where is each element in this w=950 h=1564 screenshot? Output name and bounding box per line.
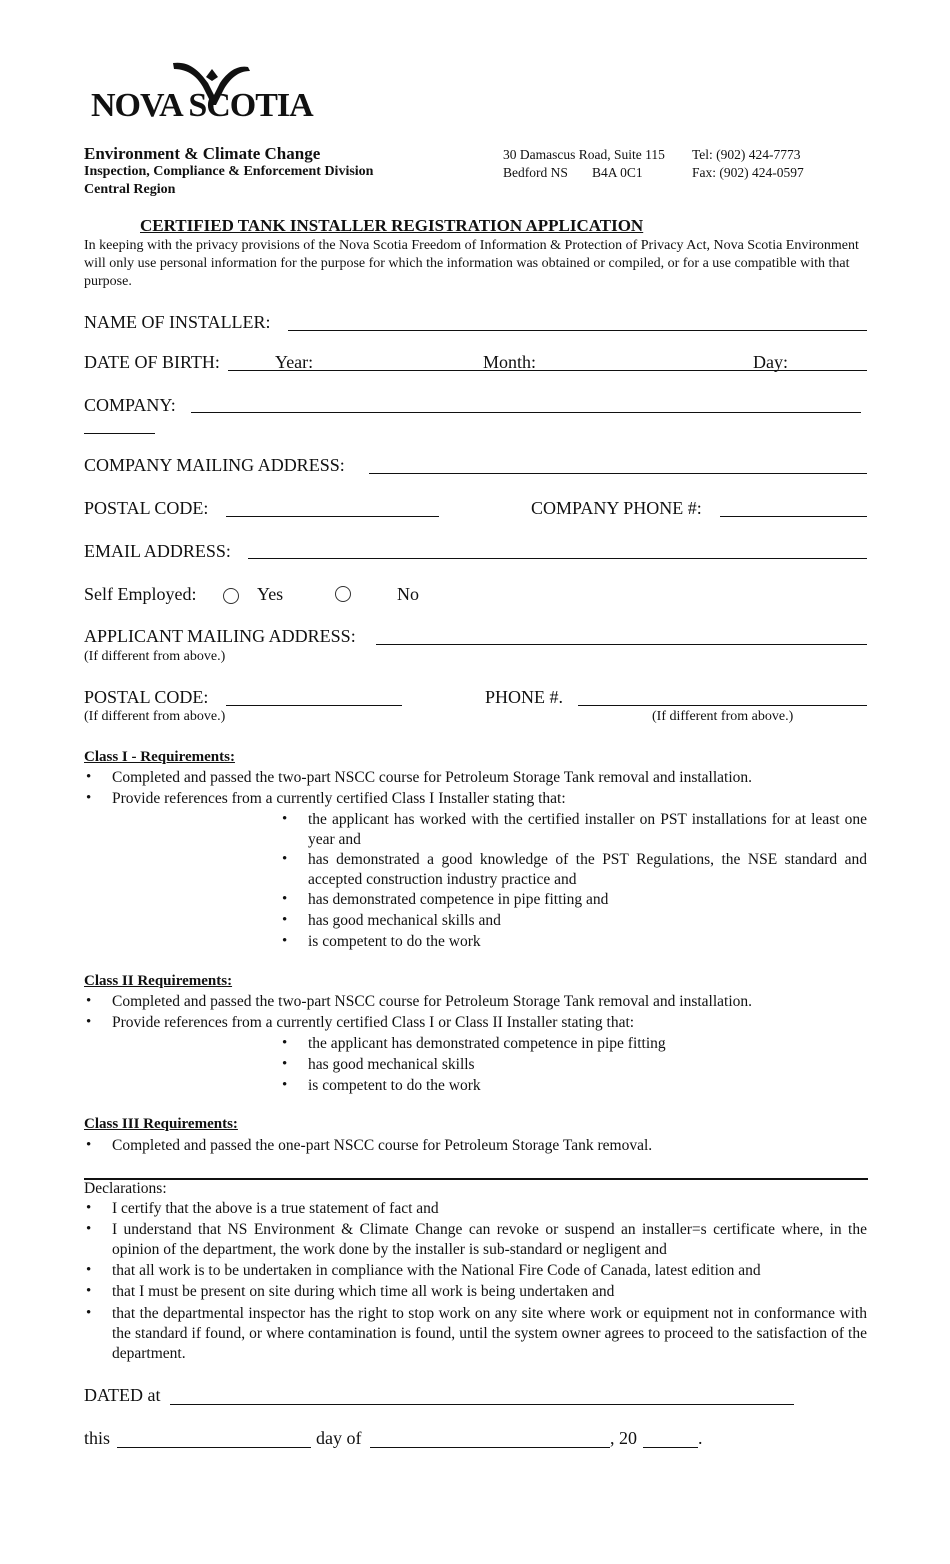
list-item: that I must be present on site during which time all work is being undertaken and bbox=[112, 1283, 615, 1300]
postal2-label: POSTAL CODE: bbox=[84, 687, 209, 707]
list-item: that the departmental inspector has the right to stop work on any site where work or equipment not in conformance with the standard if found, or where contamination is found, until the system owner agrees to proceed to the satisfaction of the department. bbox=[112, 1305, 867, 1362]
list-item: that all work is to be undertaken in compliance with the National Fire Code of Canada, latest edition and bbox=[112, 1262, 761, 1279]
list-item: I understand that NS Environment & Climate Change can revoke or suspend an installer=s certificate where, in the opinion of the department, the work done by the installer is sub-standard or negligent and bbox=[112, 1221, 867, 1258]
list-item: has good mechanical skills and bbox=[308, 912, 501, 929]
phone2-input-line[interactable] bbox=[578, 705, 867, 706]
applicant-mailing-input-line[interactable] bbox=[376, 644, 867, 645]
region-name: Central Region bbox=[84, 182, 176, 197]
no-radio[interactable] bbox=[335, 586, 351, 602]
company-phone-input-line[interactable] bbox=[720, 516, 867, 517]
dated-at-label: DATED at bbox=[84, 1385, 161, 1405]
list-item: Completed and passed the one-part NSCC course for Petroleum Storage Tank removal. bbox=[112, 1137, 653, 1154]
bullet: • bbox=[86, 1305, 92, 1321]
list-item: has good mechanical skills bbox=[308, 1056, 475, 1073]
company-label: COMPANY: bbox=[84, 395, 176, 415]
privacy-notice: In keeping with the privacy provisions of the Nova Scotia Freedom of Information & Protection of Privacy Act, Nova Scotia Environment will only use personal information for the purpose for which the information was obtained or compiled, or for a use compatible with that purpose. bbox=[84, 238, 859, 289]
bullet: • bbox=[282, 933, 288, 949]
bullet: • bbox=[282, 851, 288, 867]
form-title: CERTIFIED TANK INSTALLER REGISTRATION APPLICATION bbox=[140, 216, 644, 235]
address-city: Bedford NS bbox=[503, 165, 568, 180]
divider bbox=[84, 1178, 868, 1180]
postal-label: POSTAL CODE: bbox=[84, 498, 209, 518]
self-employed-label: Self Employed: bbox=[84, 584, 197, 604]
class3-heading: Class III Requirements: bbox=[84, 1116, 238, 1132]
bullet: • bbox=[86, 769, 92, 785]
day-of-label: day of bbox=[316, 1428, 362, 1448]
day-label: Day: bbox=[753, 352, 788, 372]
postal2-input-line[interactable] bbox=[226, 705, 402, 706]
bullet: • bbox=[86, 1137, 92, 1153]
nova-scotia-logo bbox=[88, 55, 338, 129]
postal-input-line[interactable] bbox=[226, 516, 439, 517]
phone2-label: PHONE #. bbox=[485, 687, 564, 707]
list-item: has demonstrated a good knowledge of the PST Regulations, the NSE standard and accepted construction industry practice and bbox=[308, 851, 867, 888]
bullet: • bbox=[86, 1014, 92, 1030]
list-item: the applicant has demonstrated competence in pipe fitting bbox=[308, 1035, 666, 1052]
division-name: Inspection, Compliance & Enforcement Division bbox=[84, 164, 374, 179]
list-item: Provide references from a currently certified Class I or Class II Installer stating that: bbox=[112, 1014, 635, 1031]
dob-label: DATE OF BIRTH: bbox=[84, 352, 220, 372]
year-prefix: , 20 bbox=[610, 1428, 637, 1448]
dated-at-input-line[interactable] bbox=[170, 1404, 794, 1405]
name-label: NAME OF INSTALLER: bbox=[84, 312, 271, 332]
bullet: • bbox=[86, 1200, 92, 1216]
bullet: • bbox=[282, 1056, 288, 1072]
company-mailing-input-line[interactable] bbox=[369, 473, 867, 474]
email-label: EMAIL ADDRESS: bbox=[84, 541, 231, 561]
list-item: Provide references from a currently certified Class I Installer stating that: bbox=[112, 790, 566, 807]
logo-text: NOVA SCOTIA bbox=[91, 87, 313, 124]
address-line1: 30 Damascus Road, Suite 115 bbox=[503, 147, 665, 162]
bullet: • bbox=[86, 1262, 92, 1278]
this-label: this bbox=[84, 1428, 111, 1448]
email-input-line[interactable] bbox=[248, 558, 867, 559]
bullet: • bbox=[282, 811, 288, 827]
day-input-line[interactable] bbox=[117, 1447, 311, 1448]
applicant-mailing-label: APPLICANT MAILING ADDRESS: bbox=[84, 626, 356, 646]
class2-heading: Class II Requirements: bbox=[84, 973, 233, 989]
no-label: No bbox=[397, 584, 419, 604]
bullet: • bbox=[86, 1221, 92, 1237]
month-label: Month: bbox=[483, 352, 537, 372]
list-item: has demonstrated competence in pipe fitting and bbox=[308, 891, 609, 908]
yes-label: Yes bbox=[257, 584, 284, 604]
declarations-heading: Declarations: bbox=[84, 1180, 167, 1197]
company-input-line[interactable] bbox=[191, 412, 861, 413]
dept-name: Environment & Climate Change bbox=[84, 144, 321, 163]
address-postal: B4A 0C1 bbox=[592, 165, 643, 180]
list-item: is competent to do the work bbox=[308, 1077, 481, 1094]
yes-radio[interactable] bbox=[223, 588, 239, 604]
bullet: • bbox=[86, 790, 92, 806]
if-different-note-3: (If different from above.) bbox=[652, 709, 794, 724]
year-label: Year: bbox=[275, 352, 314, 372]
tel: Tel: (902) 424-7773 bbox=[692, 147, 801, 162]
period: . bbox=[698, 1428, 703, 1448]
bullet: • bbox=[282, 891, 288, 907]
company-input-line-cont[interactable] bbox=[84, 433, 155, 434]
month-input-line[interactable] bbox=[370, 1447, 610, 1448]
name-input-line[interactable] bbox=[288, 330, 867, 331]
year-input-line[interactable] bbox=[643, 1447, 698, 1448]
bullet: • bbox=[282, 912, 288, 928]
company-mailing-label: COMPANY MAILING ADDRESS: bbox=[84, 455, 345, 475]
fax: Fax: (902) 424-0597 bbox=[692, 165, 804, 180]
list-item: Completed and passed the two-part NSCC course for Petroleum Storage Tank removal and installation. bbox=[112, 769, 753, 786]
bullet: • bbox=[282, 1035, 288, 1051]
list-item: Completed and passed the two-part NSCC course for Petroleum Storage Tank removal and installation. bbox=[112, 993, 753, 1010]
if-different-note-2: (If different from above.) bbox=[84, 709, 226, 724]
if-different-note: (If different from above.) bbox=[84, 649, 226, 664]
list-item: the applicant has worked with the certified installer on PST installations for at least one year and bbox=[308, 811, 867, 848]
bullet: • bbox=[86, 993, 92, 1009]
bullet: • bbox=[282, 1077, 288, 1093]
bullet: • bbox=[86, 1283, 92, 1299]
list-item: I certify that the above is a true statement of fact and bbox=[112, 1200, 439, 1217]
class1-heading: Class I - Requirements: bbox=[84, 749, 235, 765]
list-item: is competent to do the work bbox=[308, 933, 481, 950]
company-phone-label: COMPANY PHONE #: bbox=[531, 498, 702, 518]
